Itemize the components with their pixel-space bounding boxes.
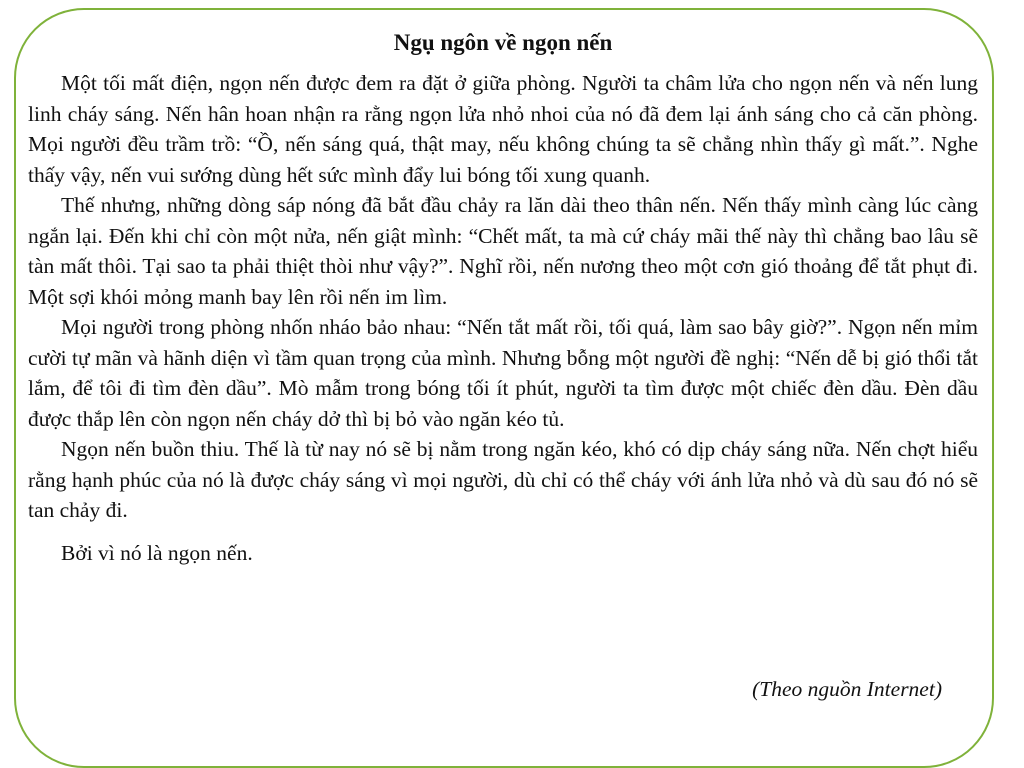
paragraph-1: Một tối mất điện, ngọn nến được đem ra đặt ở giữa phòng. Người ta châm lửa cho ngọn nến và nến lung linh cháy sáng. Nến hân hoan nhận ra rằng ngọn lửa nhỏ nhoi của nó đã đem lại ánh sáng cho cả căn phòng. Mọi người đều trầm trồ: “Ồ, nến sáng quá, thật may, nếu không chúng ta sẽ chẳng nhìn thấy gì mất.”. Nghe thấy vậy, nến vui sướng dùng hết sức mình đẩy lui bóng tối xung quanh. xyxy=(28,71,978,187)
paragraph-3: Mọi người trong phòng nhốn nháo bảo nhau: “Nến tắt mất rồi, tối quá, làm sao bây giờ?”. Ngọn nến mỉm cười tự mãn và hãnh diện vì tầm quan trọng của mình. Nhưng bỗng một người đề nghị: “Nến dễ bị gió thổi tắt lắm, để tôi đi tìm đèn dầu”. Mò mẫm trong bóng tối ít phút, người ta tìm được một chiếc đèn dầu. Đèn dầu được thắp lên còn ngọn nến cháy dở thì bị bỏ vào ngăn kéo tủ. xyxy=(28,315,978,431)
source-citation: (Theo nguồn Internet) xyxy=(752,677,942,701)
paragraph-2: Thế nhưng, những dòng sáp nóng đã bắt đầu chảy ra lăn dài theo thân nến. Nến thấy mình càng lúc càng ngắn lại. Đến khi chỉ còn một nửa, nến giật mình: “Chết mất, ta mà cứ cháy mãi thế này thì chẳng bao lâu sẽ tàn mất thôi. Tại sao ta phải thiệt thòi như vậy?”. Nghĩ rồi, nến nương theo một cơn gió thoảng để tắt phụt đi. Một sợi khói mỏng manh bay lên rồi nến im lìm. xyxy=(28,193,978,309)
paragraph-5: Bởi vì nó là ngọn nến. xyxy=(61,540,253,565)
document-title: Ngụ ngôn về ngọn nến xyxy=(393,30,613,55)
paragraph-4: Ngọn nến buồn thiu. Thế là từ nay nó sẽ bị nằm trong ngăn kéo, khó có dịp cháy sáng nữa. Nến chợt hiểu rằng hạnh phúc của nó là được cháy sáng vì mọi người, dù chỉ có thể cháy với ánh lửa nhỏ và dù sau đó nó sẽ tan chảy đi. xyxy=(28,437,978,522)
document-body xyxy=(28,28,978,568)
